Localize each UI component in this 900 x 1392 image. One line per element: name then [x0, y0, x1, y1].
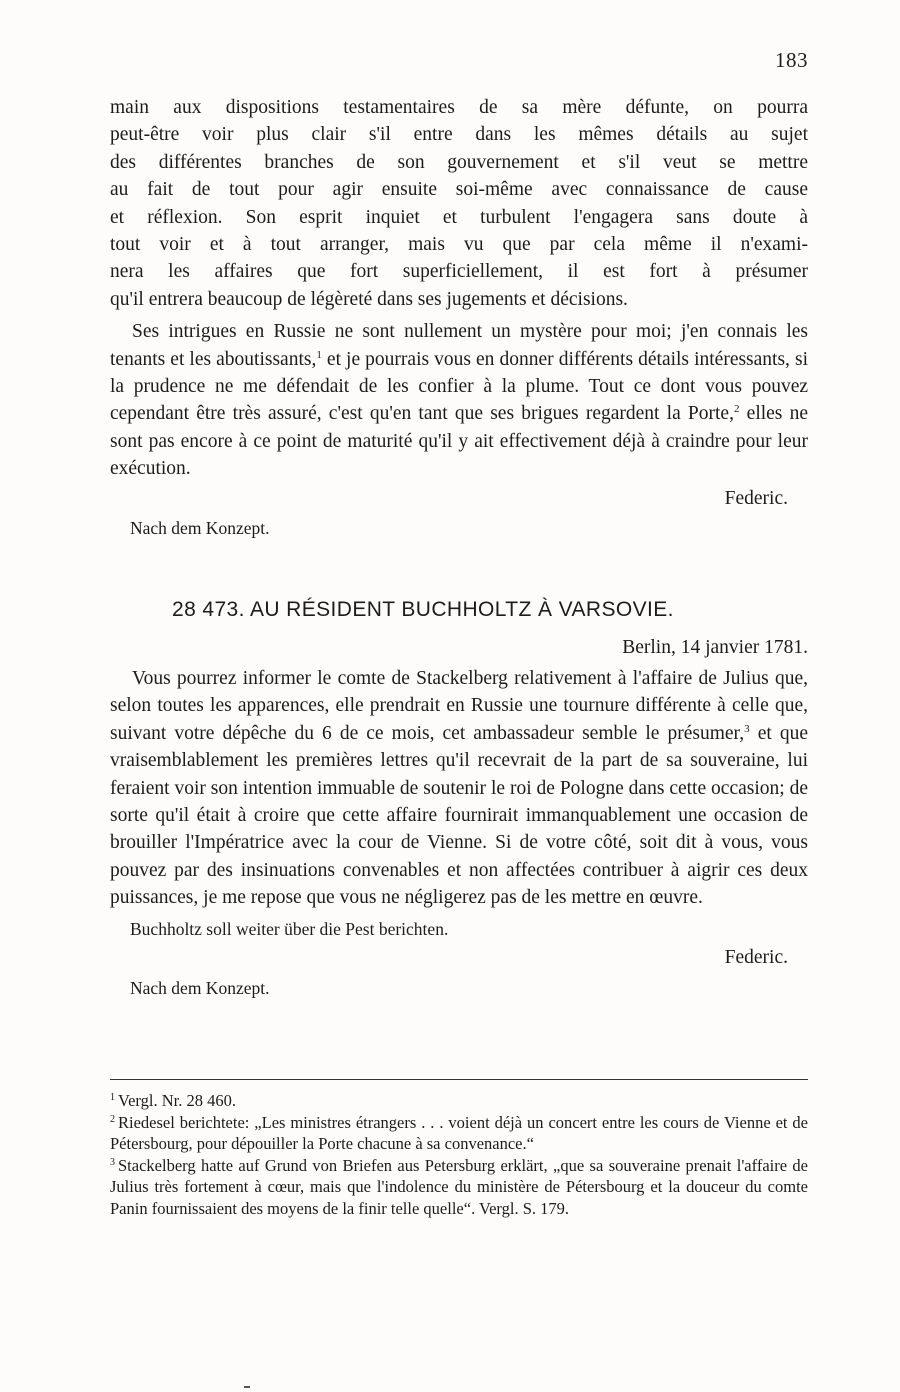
paragraph-text: et que vraisemblablement les premières lettres qu'il recevrait de la part de sa souveraine, lui feraient voir son intention immuable de soutenir le roi de Pologne dans cette occasion; de sorte qu'il était à croire que cette affaire fournirait immanquablement une occasion de brouiller l'Impératrice avec la cour de Vienne. Si de votre côté, soit dit à vous, vous pouvez par des insinuations convenables et non affectées contribuer à aigrir ces deux puissances, je me repose que vous ne négligerez pas de les mettre en œuvre. — [110, 722, 809, 909]
footnote-1 — [110, 1090, 808, 1112]
text-line: tout voir et à tout arranger, mais vu que par cela même il n'exami- — [110, 234, 808, 256]
signature: Federic. — [724, 946, 788, 968]
footnote-text: Riedesel berichtete: „Les ministres étrangers . . . voient déjà un concert entre les cours de Vienne et de Pétersbourg, pour dépouiller la Porte chacune à sa convenance.“ — [110, 1112, 808, 1153]
paragraph-text: et je pourrais vous en donner différents détails intéressants, si la prudence ne me défendait de les confier à la plume. Tout ce dont vous pouvez cependant être très assuré, c'est qu'en tant que ses brigues regardent la Porte, — [110, 348, 808, 425]
footnote-mark: 1 — [110, 1092, 115, 1103]
letter-heading: 28 473. AU RÉSIDENT BUCHHOLTZ À VARSOVIE. — [172, 598, 674, 621]
source-note: Nach dem Konzept. — [130, 977, 270, 998]
footnote-mark: 2 — [110, 1113, 115, 1125]
text-line: main aux dispositions testamentaires de sa mère défunte, on pourra — [110, 97, 808, 118]
footnote-mark: 3 — [110, 1156, 115, 1168]
signature: Federic. — [724, 487, 788, 509]
text-line: des différentes branches de son gouvernement et s'il veut se mettre — [110, 151, 808, 173]
footnote-text: Vergl. Nr. 28 460. — [118, 1091, 236, 1110]
footnote-ref-3[interactable]: 3 — [744, 722, 750, 735]
footnotes — [110, 1090, 808, 1219]
paragraph-text: Ses intrigues en Russie ne sont nullement un mystère pour moi; j'en connais les tenants et les aboutissants, — [110, 321, 808, 370]
print-mark — [244, 1386, 250, 1388]
editorial-note: Buchholtz soll weiter über die Pest berichten. — [130, 918, 449, 939]
letter-2-body — [110, 665, 808, 912]
text-line: qu'il entrera beaucoup de légèreté dans ses jugements et décisions. — [110, 288, 628, 310]
letter-1 — [110, 94, 808, 541]
text-line: nera les affaires que fort superficiellement, il est fort à présumer — [110, 261, 808, 283]
text-line: au fait de tout pour agir ensuite soi-même avec connaissance de cause — [110, 179, 808, 201]
paragraph-text: elles ne sont pas encore à ce point de maturité qu'il y ait effectivement déjà à craindre pour leur exécution. — [110, 403, 808, 480]
footnote-2 — [110, 1112, 808, 1155]
letter-1-paragraph-2 — [110, 318, 808, 482]
footnote-divider — [110, 1079, 808, 1080]
footnote-ref-2[interactable]: 2 — [733, 403, 740, 416]
footnote-3 — [110, 1155, 808, 1220]
footnote-text: Stackelberg hatte auf Grund von Briefen aus Petersburg erklärt, „que sa souveraine prenait l'affaire de Julius très fortement à cœur, mais que l'indolence du ministère de Pétersbourg et la douceur du comte Panin fournissaient des moyens de la finir telle quelle“. Vergl. S. 179. — [110, 1155, 808, 1218]
paragraph-text: Vous pourrez informer le comte de Stackelberg relativement à l'affaire de Julius que, selon toutes les apparences, elle prendrait en Russie une tournure différente à celle que, suivant votre dépêche du 6 de ce mois, cet ambassadeur semble le présumer, — [110, 668, 808, 744]
text-line: et réflexion. Son esprit inquiet et turbulent l'engagera sans doute à — [110, 206, 808, 228]
source-note: Nach dem Konzept. — [130, 517, 270, 538]
footnote-ref-1[interactable]: 1 — [316, 348, 322, 361]
place-date: Berlin, 14 janvier 1781. — [622, 637, 808, 658]
letter-1-paragraph-1 — [110, 94, 808, 313]
text-line: peut-être voir plus clair s'il entre dans les mêmes détails au sujet — [110, 124, 808, 146]
letter-2 — [110, 665, 808, 1001]
page-number: 183 — [775, 48, 808, 72]
